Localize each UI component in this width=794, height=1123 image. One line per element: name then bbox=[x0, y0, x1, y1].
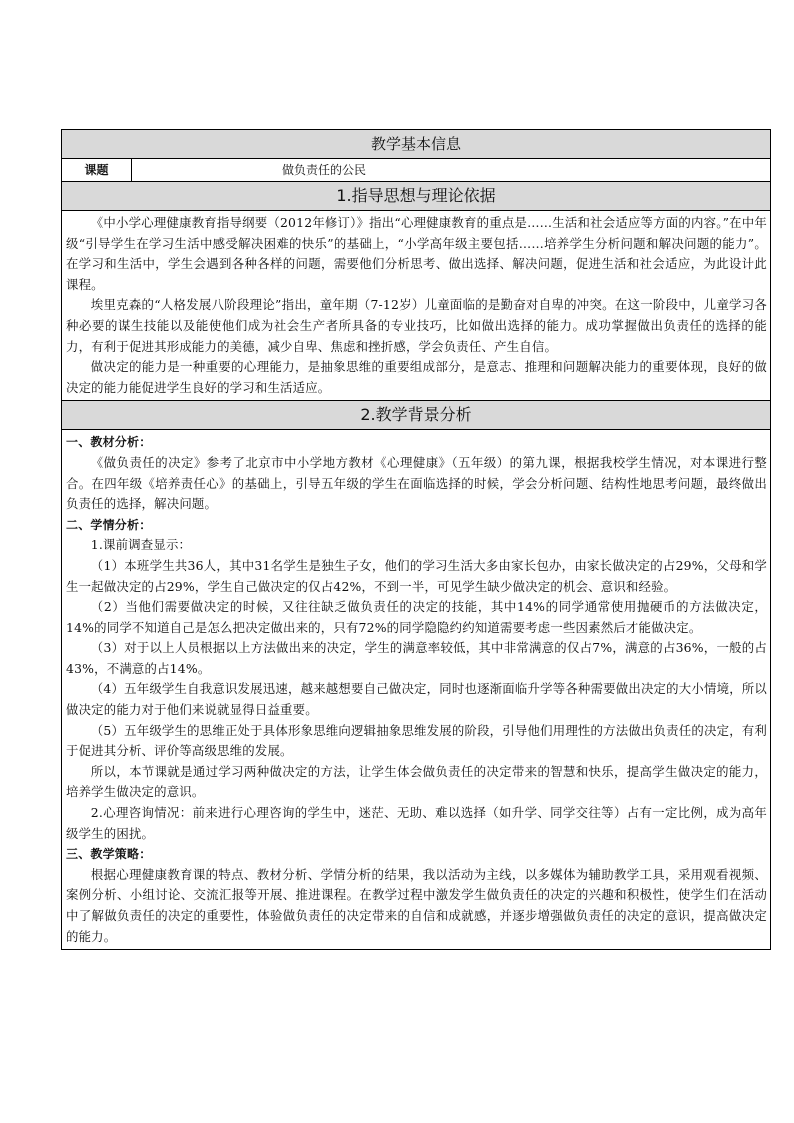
survey-item: （1）本班学生共36人，其中31名学生是独生子女，他们的学习生活大多由家长包办，由家长做决定的占29%，父母和学生一起做决定的占29%，学生自己做决定的仅占42%，不到一半，可见学生缺少做决定的机会、意识和经验。 bbox=[66, 557, 767, 594]
strategy-text: 根据心理健康教育课的特点、教材分析、学情分析的结果，我以活动为主线，以多媒体为辅助教学工具，采用观看视频、案例分析、小组讨论、交流汇报等开展、推进课程。在教学过程中激发学生做负责任的决定的兴趣和积极性，使学生们在活动中了解做负责任的决定的重要性，体验做负责任的决定带来的自信和成就感，并逐步增强做负责任的决定的意识，提高做决定的能力。 bbox=[66, 866, 767, 944]
survey-item: （2）当他们需要做决定的时候，又往往缺乏做负责任的决定的技能，其中14%的同学通常使用抛硬币的方法做决定，14%的同学不知道自己是怎么把决定做出来的，只有72%的同学隐隐约约知道需要考虑一些因素然后才能做决定。 bbox=[66, 599, 767, 635]
textbook-analysis-text: 《做负责任的决定》参考了北京市中小学地方教材《心理健康》（五年级）的第九课，根据我校学生情况，对本课进行整合。在四年级《培养责任心》的基础上，引导五年级的学生在面临选择的时候，学会分析问题、结构性地思考问题，最终做出负责任的选择，解决问题。 bbox=[66, 454, 767, 512]
survey-item: （4）五年级学生自我意识发展迅速，越来越想要自己做决定，同时也逐渐面临升学等各种需要做出决定的大小情境，所以做决定的能力对于他们来说就显得日益重要。 bbox=[66, 681, 767, 718]
textbook-analysis-heading: 一、教材分析： bbox=[66, 435, 152, 450]
section1-paragraph: 做决定的能力是一种重要的心理能力，是抽象思维的重要组成部分，是意志、推理和问题解决能力的重要体现，良好的做决定的能力能促进学生良好的学习和生活适应。 bbox=[66, 359, 767, 395]
section1-body bbox=[62, 211, 770, 401]
section1-paragraph: 《中小学心理健康教育指导纲要（2012年修订）》指出“心理健康教育的重点是……生活和社会适应等方面的内容。”在中年级“引导学生在学习生活中感受解决困难的快乐”的基础上，“小学高年级主要包括……培养学生分析问题和解决问题的能力”。在学习和生活中，学生会遇到各种各样的问题，需要他们分析思考、做出选择、解决问题，促进生活和社会适应，为此设计此课程。 bbox=[66, 215, 767, 292]
section1-paragraph: 埃里克森的“人格发展八阶段理论”指出，童年期（7-12岁）儿童面临的是勤奋对自卑的冲突。在这一阶段中，儿童学习各种必要的谋生技能以及能使他们成为社会生产者所具备的专业技巧，比如做出选择的能力。成功掌握做出负责任的选择的能力，有利于促进其形成能力的美德，减少自卑、焦虑和挫折感，学会负责任、产生自信。 bbox=[66, 297, 767, 354]
strategy-heading: 三、教学策略： bbox=[66, 847, 152, 862]
section2-header: 2.教学背景分析 bbox=[62, 401, 770, 430]
lesson-plan-table bbox=[61, 129, 771, 950]
topic-label: 课题 bbox=[62, 159, 132, 181]
survey-conclusion: 所以，本节课就是通过学习两种做决定的方法，让学生体会做负责任的决定带来的智慧和快乐，提高学生做决定的能力，培养学生做决定的意识。 bbox=[66, 763, 767, 800]
student-analysis-heading: 二、学情分析： bbox=[66, 517, 152, 532]
topic-value: 做负责任的公民 bbox=[282, 163, 367, 177]
survey-heading: 1.课前调查显示： bbox=[90, 537, 192, 553]
topic-row bbox=[62, 159, 770, 182]
basic-info-header: 教学基本信息 bbox=[62, 130, 770, 159]
survey-item: （3）对于以上人员根据以上方法做出来的决定，学生的满意率较低，其中非常满意的仅占7%，满意的占36%，一般的占43%，不满意的占14%。 bbox=[66, 640, 767, 676]
section2-body bbox=[62, 430, 770, 950]
counseling-text: 2.心理咨询情况：前来进行心理咨询的学生中，迷茫、无助、难以选择（如升学、同学交往等）占有一定比例，成为高年级学生的困扰。 bbox=[66, 805, 767, 841]
section1-header: 1.指导思想与理论依据 bbox=[62, 182, 770, 211]
survey-item: （5）五年级学生的思维正处于具体形象思维向逻辑抽象思维发展的阶段，引导他们用理性的方法做出负责任的决定，有利于促进其分析、评价等高级思维的发展。 bbox=[66, 722, 767, 759]
